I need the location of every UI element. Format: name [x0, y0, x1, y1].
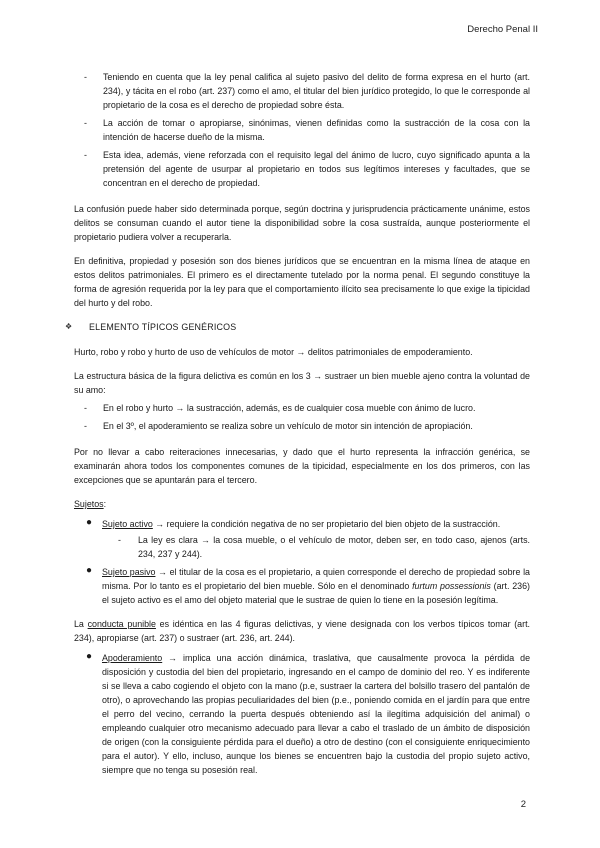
sujeto-activo-text: → requiere la condición negativa de no ser propietario del bien objeto de la sustracción.: [152, 519, 501, 529]
paragraph-conducta: [74, 617, 530, 645]
list-item-text: Esta idea, además, viene reforzada con el requisito legal del ánimo de lucro, cuyo significado apunta a la pretensión del agente de usurpar al propietario en todos sus legítimos intereses y facultades, que se concentran en el derecho de propiedad.: [103, 150, 530, 188]
apoderamiento-label: Apoderamiento: [102, 653, 163, 663]
conducta-text-b: es idéntica en las 4 figuras delictivas, y viene designada con los verbos típicos tomar (art. 234), apropiarse (art. 237) o sustraer (art. 236, art. 244).: [74, 619, 531, 643]
paragraph-hurto: Hurto, robo y robo y hurto de uso de vehículos de motor → delitos patrimoniales de empoderamiento.: [74, 347, 473, 357]
list-item: [74, 70, 530, 112]
dot-bullet: ●: [86, 565, 93, 576]
paragraph-confusion: La confusión puede haber sido determinada porque, según doctrina y jurisprudencia prácticamente unánime, estos delitos se consuman cuando el autor tiene la disponibilidad sobre la cosa sustraída, aunque posteriormente el propietario pudiera volver a recuperarla.: [74, 204, 530, 242]
sujeto-activo-item: [74, 517, 530, 561]
list-item: [74, 419, 530, 433]
list-item: [74, 401, 530, 415]
paragraph-definitiva: En definitiva, propiedad y posesión son dos bienes jurídicos que se encuentran en la misma línea de ataque en estos delitos patrimoniales. El primero es el directamente tutelado por la norma penal. El segundo constituye la forma de agresión requerida por la ley para que el comportamiento ilícito sea precisamente lo que exige la tipicidad del hurto y del robo.: [74, 256, 530, 308]
sujeto-activo-sublist: [102, 533, 530, 561]
dash-bullet: -: [84, 118, 87, 128]
dash-bullet: -: [84, 403, 87, 413]
paragraph-estructura: La estructura básica de la figura delictiva es común en los 3 → sustraer un bien mueble ajeno contra la voluntad de su amo:: [74, 371, 530, 395]
dash-bullet: -: [84, 421, 87, 431]
list-item-text: En el 3º, el apoderamiento se realiza sobre un vehículo de motor sin intención de apropiación.: [103, 421, 473, 431]
apoderamiento-item: [74, 651, 530, 777]
dash-bullet: -: [118, 535, 121, 545]
paragraph-reiteraciones: Por no llevar a cabo reiteraciones innecesarias, y dado que el hurto representa la infracción genérica, se examinarán ahora todos los componentes comunes de la tipicidad, especialmente en los dos primeros, con las excepciones que se apuntarán para el tercero.: [74, 447, 530, 485]
list-item: [74, 148, 530, 190]
list-item: [102, 533, 530, 561]
section-title: ELEMENTO TÍPICOS GENÉRICOS: [89, 322, 237, 332]
intro-list: [74, 70, 530, 190]
page-content: [65, 70, 531, 787]
list-item-text: La ley es clara → la cosa mueble, o el vehículo de motor, deben ser, en todo caso, ajenos (arts. 234, 237 y 244).: [138, 535, 530, 559]
furtum-term: furtum possessionis: [412, 581, 491, 591]
conducta-list: [74, 651, 530, 777]
list-item-text: En el robo y hurto → la sustracción, además, es de cualquier cosa mueble con ánimo de lucro.: [103, 403, 476, 413]
sujeto-pasivo-label: Sujeto pasivo: [102, 567, 156, 577]
dash-bullet: -: [84, 72, 87, 82]
dash-bullet: -: [84, 150, 87, 160]
estructura-list: [74, 401, 530, 433]
sujeto-activo-label: Sujeto activo: [102, 519, 153, 529]
list-item-text: La acción de tomar o apropiarse, sinónimas, vienen definidas como la sustracción de la cosa con la intención de hacerse dueño de la misma.: [103, 118, 530, 142]
running-header: Derecho Penal II: [467, 24, 538, 35]
list-item: [74, 116, 530, 144]
conducta-label: conducta punible: [87, 619, 156, 629]
sujeto-pasivo-text-b: (art. 236) el sujeto activo es el amo del objeto material que le sustrae de quien lo tiene en la posesión legítima.: [102, 581, 530, 605]
dot-bullet: ●: [86, 517, 93, 528]
page-number: 2: [520, 799, 526, 810]
sujeto-pasivo-item: [74, 565, 530, 607]
sujetos-heading-label: Sujetos: [74, 499, 104, 509]
apoderamiento-text: → implica una acción dinámica, traslativa, que causalmente provoca la pérdida de disposición y custodia del bien del propietario, ingresando en el campo de dominio del reo. Y es indiferente si se lleva a cabo cogiendo el objeto con la mano (p.e, sustraer la cartera del bolsillo trasero del pantalón de otro), o aprovechando las propias peculiaridades del bien (p.e., poniendo comida en el jardín para que entre el perro del vecino, cerrando la puerta después obteniendo así la ilegítima adquisición del animal) o empleando cualquier otro mecanismo adecuado para llevar a cabo el traslado de un ámbito de disposición de origen (con la consiguiente pérdida para el dueño) a otro de destino (con el consiguiente enriquecimiento para el autor). Y ello, incluso, aunque los bienes se encuentren bajo la custodia del propio sujeto activo, siempre que no tenga su posesión real.: [102, 653, 530, 775]
conducta-text-a: La: [74, 619, 88, 629]
diamond-bullet-icon: ❖: [65, 322, 73, 331]
list-item-text: Teniendo en cuenta que la ley penal califica al sujeto pasivo del delito de forma expresa en el hurto (art. 234), y tácita en el robo (art. 237) como el amo, el titular del bien jurídico protegido, lo que le corresponde al propietario de la cosa es el derecho de propiedad sobre ésta.: [103, 72, 530, 110]
section-heading: [65, 320, 530, 334]
sujetos-list: [74, 517, 530, 607]
sujetos-heading-colon: :: [103, 499, 107, 509]
sujetos-heading: [74, 497, 530, 511]
dot-bullet: ●: [86, 651, 93, 662]
sujeto-pasivo-text-a: → el titular de la cosa es el propietario, a quien corresponde el derecho de propiedad sobre la misma. Por lo tanto es el propietario del bien mueble. Sólo en el denominado: [102, 567, 530, 591]
